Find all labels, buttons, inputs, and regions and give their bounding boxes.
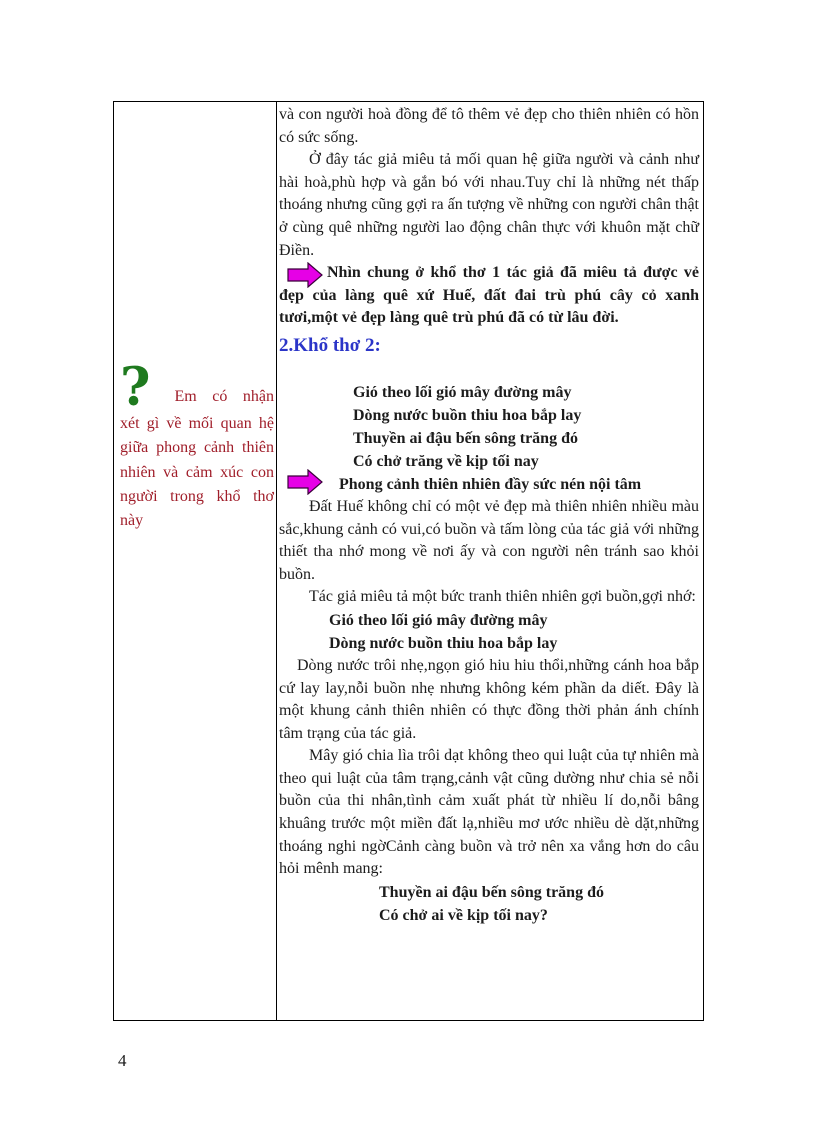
quote-line: Gió theo lối gió mây đường mây bbox=[329, 611, 548, 629]
quote-line: Có chở ai về kịp tối nay? bbox=[379, 906, 548, 924]
poem-block bbox=[279, 381, 699, 496]
poem-line: Có chở trăng về kịp tối nay bbox=[353, 452, 539, 470]
right-arrow-icon bbox=[287, 262, 323, 288]
page-number: 4 bbox=[118, 1051, 127, 1070]
paragraph-1: và con người hoà đồng để tô thêm vẻ đẹp cho thiên nhiên có hồn có sức sống. bbox=[279, 106, 699, 146]
content-table bbox=[113, 101, 704, 1021]
section-heading: 2.Khổ thơ 2: bbox=[279, 334, 381, 356]
question-block bbox=[120, 357, 274, 533]
paragraph-4: Tác giả miêu tả một bức tranh thiên nhiên gợi buồn,gợi nhớ: bbox=[309, 588, 696, 606]
poem-line: Dòng nước buồn thiu hoa bắp lay bbox=[353, 406, 582, 424]
quote-line: Thuyền ai đậu bến sông trăng đó bbox=[379, 883, 604, 901]
quote-block-2 bbox=[279, 881, 699, 927]
question-column bbox=[114, 102, 277, 1020]
poem-line: Thuyền ai đậu bến sông trăng đó bbox=[353, 429, 578, 447]
summary-text: Nhìn chung ở khổ thơ 1 tác giả đã miêu tả được vẻ đẹp của làng quê xứ Huế, đất đai trù phú cây cỏ xanh tươi,một vẻ đẹp làng quê trù phú đã có từ lâu đời. bbox=[279, 264, 699, 327]
poem-conclusion bbox=[279, 473, 699, 496]
paragraph-3: Đất Huế không chỉ có một vẻ đẹp mà thiên nhiên nhiều màu sắc,khung cảnh có vui,có buồn và tấm lòng của tác giả với những thiết tha nhớ mong về nơi ấy và con người nên tránh sao khỏi buồn. bbox=[279, 497, 699, 583]
quote-line: Dòng nước buồn thiu hoa bắp lay bbox=[329, 634, 558, 652]
poem-conclusion-text: Phong cảnh thiên nhiên đầy sức nén nội tâm bbox=[339, 475, 642, 493]
quote-block-1 bbox=[279, 609, 699, 655]
summary-paragraph bbox=[279, 262, 699, 330]
question-mark-icon: ? bbox=[120, 357, 151, 418]
paragraph-2: Ở đây tác giả miêu tả mối quan hệ giữa người và cảnh như hài hoà,phù hợp và gắn bó với nhau.Tuy chỉ là những nét thấp thoáng nhưng cũng gợi ra ấn tượng về những con người chân thật ở cùng quê những người lao động chân thực với khuôn mặt chữ Điền. bbox=[279, 151, 699, 259]
paragraph-6: Mây gió chia lìa trôi dạt không theo qui luật của tự nhiên mà theo qui luật của tâm trạng,cảnh vật cũng dường như chia sẻ nỗi buồn của thi nhân,tình cảm xuất phát từ nhiều lí do,nỗi bâng khuâng trước một miền đất lạ,nhiều mơ ước nhiều dè dặt,những thoáng nghi ngờCảnh càng buồn và trở nên xa vắng hơn do câu hỏi mênh mang: bbox=[279, 747, 699, 878]
right-arrow-icon bbox=[287, 469, 323, 495]
answer-column bbox=[279, 104, 699, 927]
paragraph-5: Dòng nước trôi nhẹ,ngọn gió hiu hiu thổi,những cánh hoa bắp cứ lay lay,nỗi buồn nhẹ nhưng không kém phần da diết. Đây là một khung cảnh thiên nhiên có thực đồng thời phản ánh chính tâm trạng của tác giả. bbox=[279, 656, 699, 742]
poem-line: Gió theo lối gió mây đường mây bbox=[353, 383, 572, 401]
question-text: Em có nhận xét gì về mối quan hệ giữa phong cảnh thiên nhiên và cảm xúc con người trong khổ thơ này bbox=[120, 388, 274, 530]
